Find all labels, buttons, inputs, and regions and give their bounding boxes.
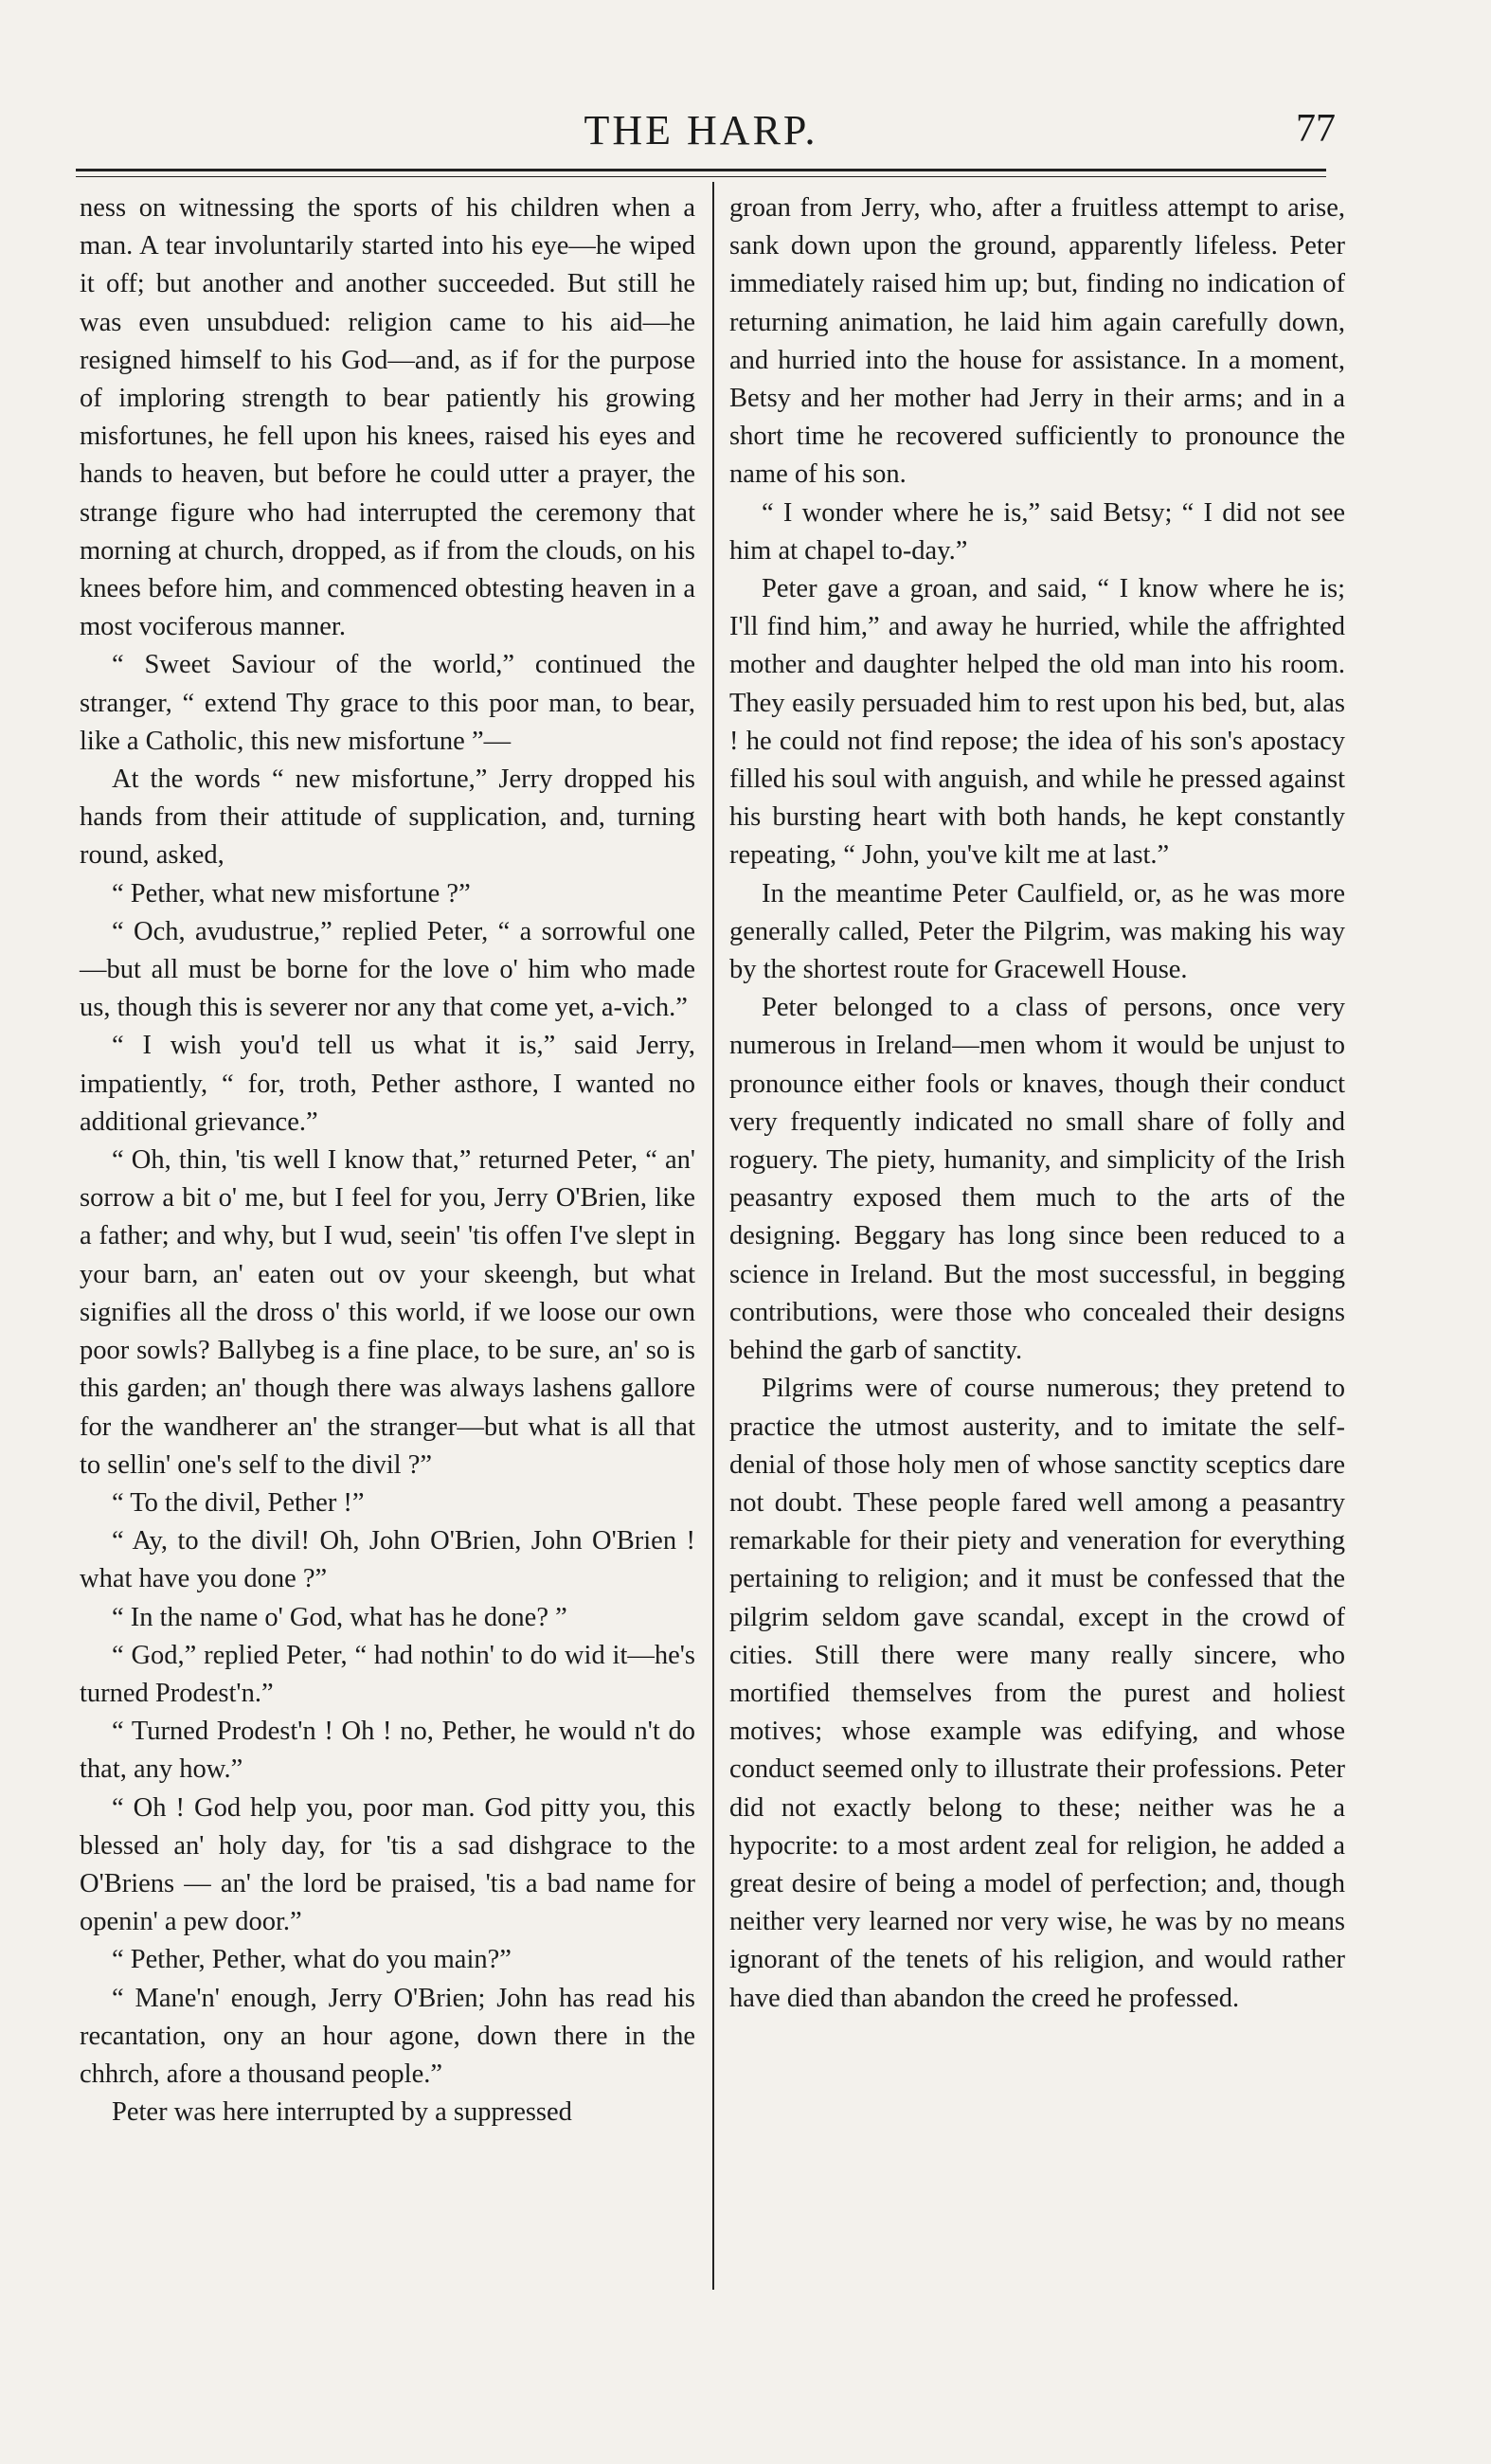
right-paragraph-2: “ I wonder where he is,” said Betsy; “ I did not see him at chapel to-day.” bbox=[729, 497, 1345, 566]
left-paragraph-8: “ To the divil, Pether !” bbox=[112, 1487, 365, 1518]
header-rule-thin bbox=[76, 176, 1326, 177]
left-paragraph-15: “ Mane'n' enough, Jerry O'Brien; John has read his recantation, ony an hour agone, down there in the chhrch, afore a thousand people.” bbox=[80, 1983, 695, 2089]
left-paragraph-6: “ I wish you'd tell us what it is,” said Jerry, impatiently, “ for, troth, Pether asthore, I wanted no additional grievance.” bbox=[80, 1031, 695, 1137]
header-rule-thick bbox=[76, 169, 1326, 171]
left-paragraph-5: “ Och, avudustrue,” replied Peter, “ a sorrowful one—but all must be borne for the love o' him who made us, though this is severer nor any that come yet, a-vich.” bbox=[80, 916, 695, 1023]
right-paragraph-3: Peter gave a groan, and said, “ I know where he is; I'll find him,” and away he hurried, while the affrighted mother and daughter helped the old man into his room. They easily persuaded him to rest upon his bed, but, alas ! he could not find repose; the idea of his son's apostacy filled his soul with anguish, and while he pressed against his bursting heart with both hands, he kept constantly repeating, “ John, you've kilt me at last.” bbox=[729, 574, 1345, 871]
left-paragraph-16: Peter was here interrupted by a suppressed bbox=[112, 2097, 572, 2128]
right-paragraph-5: Peter belonged to a class of persons, once very numerous in Ireland—men whom it would be unjust to pronounce either fools or knaves, though their conduct very frequently indicated no small share of folly and roguery. The piety, humanity, and simplicity of the Irish peasantry exposed them much to the arts of the designing. Beggary has long since been reduced to a science in Ireland. But the most successful, in begging contributions, were those who concealed their designs behind the garb of sanctity. bbox=[729, 993, 1345, 1366]
left-paragraph-13: “ Oh ! God help you, poor man. God pitty you, this blessed an' holy day, for 'tis a sad dishgrace to the O'Briens — an' the lord be praised, 'tis a bad name for openin' a pew door.” bbox=[80, 1792, 695, 1937]
left-paragraph-10: “ In the name o' God, what has he done? ” bbox=[112, 1602, 567, 1632]
left-paragraph-14: “ Pether, Pether, what do you main?” bbox=[112, 1945, 512, 1975]
left-paragraph-7: “ Oh, thin, 'tis well I know that,” returned Peter, “ an' sorrow a bit o' me, but I feel for you, Jerry O'Brien, like a father; and why, but I wud, seein' 'tis offen I've slept in your barn, an' eaten out ov your skeengh, but what signifies all the dross o' this world, if we loose our own poor sowls? Ballybeg is a fine place, to be sure, an' so is this garden; an' though there was always lashens gallore for the wandherer an' the stranger—but what is all that to sellin' one's self to the divil ?” bbox=[80, 1145, 695, 1480]
right-paragraph-4: In the meantime Peter Caulfield, or, as he was more generally called, Peter the Pilgrim, was making his way by the shortest route for Gracewell House. bbox=[729, 878, 1345, 985]
right-paragraph-1: groan from Jerry, who, after a fruitless attempt to arise, sank down upon the ground, apparently lifeless. Peter immediately raised him up; but, finding no indication of returning animation, he laid him again carefully down, and hurried into the house for assistance. In a moment, Betsy and her mother had Jerry in their arms; and in a short time he recovered sufficiently to pronounce the name of his son. bbox=[729, 193, 1345, 490]
running-title: THE HARP. bbox=[584, 107, 818, 153]
left-paragraph-1: ness on witnessing the sports of his children when a man. A tear involuntarily started into his eye—he wiped it off; but another and another succeeded. But still he was even unsubdued: religion came to his aid—he resigned himself to his God—and, as if for the purpose of imploring strength to bear patiently his growing misfortunes, he fell upon his knees, raised his eyes and hands to heaven, but before he could utter a prayer, the strange figure who had interrupted the ceremony that morning at church, dropped, as if from the clouds, on his knees before him, and commenced obtesting heaven in a most vociferous manner. bbox=[80, 193, 695, 642]
page-header bbox=[66, 106, 1336, 163]
left-column bbox=[80, 189, 695, 2131]
left-paragraph-12: “ Turned Prodest'n ! Oh ! no, Pether, he would n't do that, any how.” bbox=[80, 1717, 695, 1785]
left-paragraph-9: “ Ay, to the divil! Oh, John O'Brien, John O'Brien ! what have you done ?” bbox=[80, 1526, 695, 1594]
left-paragraph-4: “ Pether, what new misfortune ?” bbox=[112, 878, 471, 908]
page-number: 77 bbox=[1296, 107, 1336, 151]
right-paragraph-6: Pilgrims were of course numerous; they pretend to practice the utmost austerity, and to imitate the self-denial of those holy men of whose sanctity sceptics dare not doubt. These people fared well among a peasantry remarkable for their piety and veneration for everything pertaining to religion; and it must be confessed that the pilgrim seldom gave scandal, except in the crowd of cities. Still there were many really sincere, who mortified themselves from the purest and holiest motives; whose example was edifying, and whose conduct seemed only to illustrate their professions. Peter did not exactly belong to these; neither was he a hypocrite: to a most ardent zeal for religion, he added a great desire of being a model of perfection; and, though neither very learned nor very wise, he was by no means ignorant of the tenets of his religion, and would rather have died than abandon the creed he professed. bbox=[729, 1374, 1345, 2013]
right-column bbox=[729, 189, 1345, 2018]
left-paragraph-2: “ Sweet Saviour of the world,” continued the stranger, “ extend Thy grace to this poor man, to bear, like a Catholic, this new misfortune ”— bbox=[80, 650, 695, 756]
column-divider bbox=[712, 182, 714, 2290]
left-paragraph-3: At the words “ new misfortune,” Jerry dropped his hands from their attitude of supplication, and, turning round, asked, bbox=[80, 764, 695, 871]
left-paragraph-11: “ God,” replied Peter, “ had nothin' to do wid it—he's turned Prodest'n.” bbox=[80, 1640, 695, 1708]
